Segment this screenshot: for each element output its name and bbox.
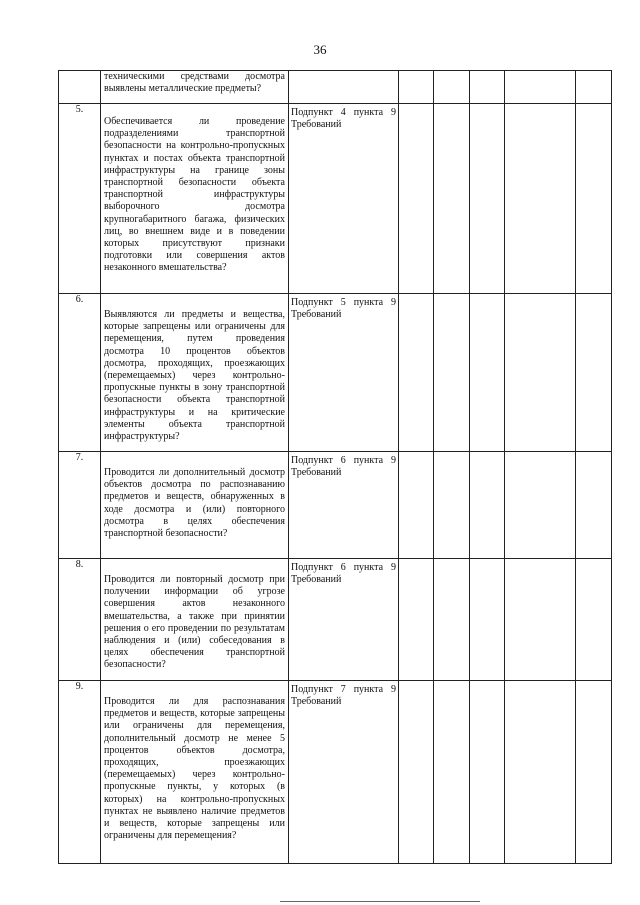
row-number: 6.: [59, 294, 101, 452]
answer-cell: [505, 559, 576, 681]
answer-cell: [470, 681, 505, 864]
answer-cell: [470, 71, 505, 104]
page-number: 36: [313, 42, 327, 57]
answer-cell: [434, 104, 470, 294]
row-number: 8.: [59, 559, 101, 681]
answer-cell: [399, 681, 434, 864]
question-cell: [101, 559, 289, 681]
answer-cell: [576, 294, 612, 452]
answer-cell: [576, 681, 612, 864]
checklist-table: [58, 70, 612, 864]
question-text: техническими средствами досмотра выявлены металлические предметы?: [104, 71, 285, 95]
reference-cell: [289, 452, 399, 559]
answer-cell: [470, 559, 505, 681]
table-row: [59, 104, 612, 294]
answer-cell: [399, 559, 434, 681]
answer-cell: [576, 452, 612, 559]
row-number: 9.: [59, 681, 101, 864]
answer-cell: [434, 71, 470, 104]
question-text: Проводится ли для распознавания предметов и веществ, которые запрещены или ограничены для перемещения, дополнительный досмотр не менее 5 процентов объектов досмотра, проходящих, проезжающих (перемещаемых) через контрольно-пропускные пункты, у которых (в которых) на контрольно-пропускных пунктах не выявлено наличие предметов и веществ, которые запрещены или ограничены для перемещения?: [104, 696, 285, 842]
answer-cell: [576, 559, 612, 681]
reference-text: Подпункт 6 пункта 9 Требований: [291, 562, 396, 586]
reference-text: Подпункт 4 пункта 9 Требований: [291, 107, 396, 131]
answer-cell: [505, 71, 576, 104]
reference-cell: [289, 294, 399, 452]
answer-cell: [434, 294, 470, 452]
question-text: Проводится ли повторный досмотр при получении информации об угрозе совершения актов незаконного вмешательства, а также при принятии решения о его проведении по результатам наблюдения и (или) собеседования в целях обеспечения транспортной безопасности?: [104, 574, 285, 671]
reference-cell: [289, 559, 399, 681]
question-cell: [101, 71, 289, 104]
answer-cell: [470, 294, 505, 452]
question-cell: [101, 294, 289, 452]
reference-cell: [289, 104, 399, 294]
table-row: [59, 294, 612, 452]
table-row: [59, 452, 612, 559]
row-number: [59, 71, 101, 104]
table-row: [59, 71, 612, 104]
reference-text: Подпункт 6 пункта 9 Требований: [291, 455, 396, 479]
question-cell: [101, 681, 289, 864]
answer-cell: [434, 559, 470, 681]
question-text: Проводится ли дополнительный досмотр объектов досмотра по распознаванию предметов и веществ, обнаруженных в ходе досмотра и (или) повторного досмотра в целях обеспечения транспортной безопасности?: [104, 467, 285, 540]
reference-cell: [289, 681, 399, 864]
question-cell: [101, 452, 289, 559]
question-cell: [101, 104, 289, 294]
answer-cell: [399, 452, 434, 559]
answer-cell: [576, 71, 612, 104]
scan-edge-line: [280, 901, 480, 902]
answer-cell: [470, 104, 505, 294]
reference-text: Подпункт 5 пункта 9 Требований: [291, 297, 396, 321]
answer-cell: [505, 681, 576, 864]
reference-text: Подпункт 7 пункта 9 Требований: [291, 684, 396, 708]
answer-cell: [434, 452, 470, 559]
question-text: Обеспечивается ли проведение подразделениями транспортной безопасности на контрольно-пропускных пунктах и постах объекта транспортной инфраструктуры на границе зоны транспортной безопасности объекта транспортной инфраструктуры выборочного досмотра крупногабаритного багажа, физических лиц, во внешнем виде и в поведении которых присутствуют признаки подготовки или совершения актов незаконного вмешательства?: [104, 116, 285, 274]
row-number: 5.: [59, 104, 101, 294]
table-row: [59, 559, 612, 681]
table-row: [59, 681, 612, 864]
answer-cell: [470, 452, 505, 559]
reference-cell: [289, 71, 399, 104]
answer-cell: [399, 104, 434, 294]
row-number: 7.: [59, 452, 101, 559]
answer-cell: [505, 452, 576, 559]
answer-cell: [505, 294, 576, 452]
answer-cell: [399, 294, 434, 452]
answer-cell: [434, 681, 470, 864]
answer-cell: [399, 71, 434, 104]
answer-cell: [505, 104, 576, 294]
question-text: Выявляются ли предметы и вещества, которые запрещены или ограничены для перемещения, путем проведения досмотра 10 процентов объектов досмотра, проходящих, проезжающих (перемещаемых) через контрольно-пропускные пункты в зону транспортной безопасности объекта транспортной инфраструктуры и на критические элементы объекта транспортной инфраструктуры?: [104, 309, 285, 443]
answer-cell: [576, 104, 612, 294]
